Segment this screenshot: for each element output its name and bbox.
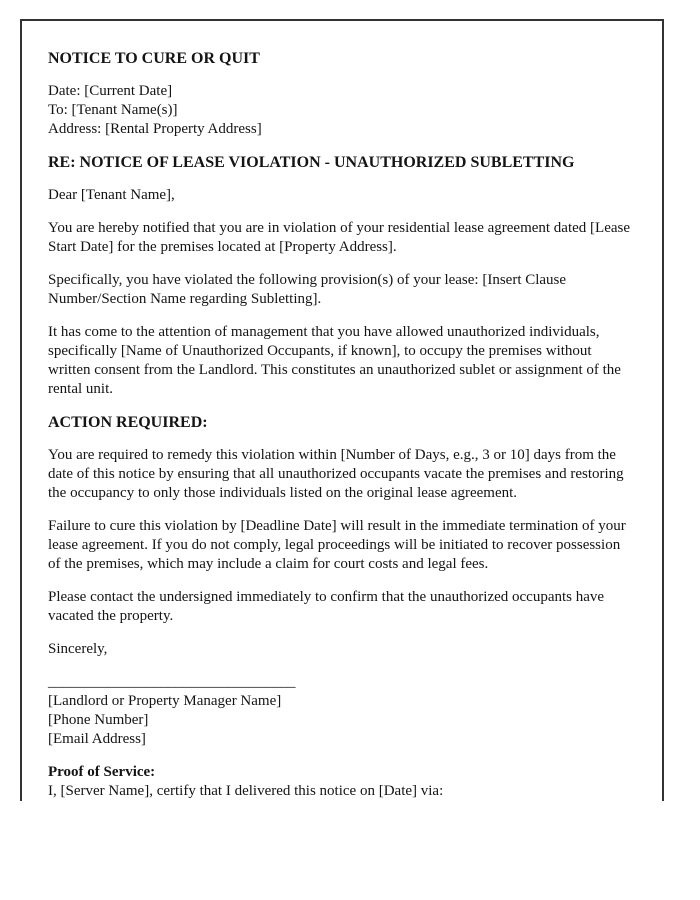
- action-paragraph-remedy: You are required to remedy this violation within [Number of Days, e.g., 3 or 10] days from the date of this notice by ensuring that all unauthorized occupants vacate the premises and restoring the occupancy to only those individuals listed on the original lease agreement.: [48, 447, 624, 501]
- signature-line: _________________________________: [48, 674, 296, 690]
- signature-email: [Email Address]: [48, 731, 146, 747]
- letter-meta-block: [48, 82, 636, 139]
- proof-of-service-line: I, [Server Name], certify that I delivered this notice on [Date] via:: [48, 783, 444, 799]
- letter-title: NOTICE TO CURE OR QUIT: [48, 50, 260, 67]
- letter-border-box: [20, 19, 664, 801]
- address-line: Address: [Rental Property Address]: [48, 121, 262, 137]
- subject-heading: RE: NOTICE OF LEASE VIOLATION - UNAUTHORIZED SUBLETTING: [48, 154, 575, 171]
- action-paragraph-contact: Please contact the undersigned immediately to confirm that the unauthorized occupants have vacated the property.: [48, 589, 605, 624]
- to-line: To: [Tenant Name(s)]: [48, 102, 178, 118]
- salutation: Dear [Tenant Name],: [48, 187, 175, 203]
- body-paragraph-unauthorized-occupants: It has come to the attention of management that you have allowed unauthorized individuals, specifically [Name of Unauthorized Occupants, if known], to occupy the premises without written consent from the Landlord. This constitutes an unauthorized sublet or assignment of the rental unit.: [48, 324, 621, 397]
- signature-phone: [Phone Number]: [48, 712, 149, 728]
- closing: Sincerely,: [48, 641, 108, 657]
- action-paragraph-failure-to-cure: Failure to cure this violation by [Deadline Date] will result in the immediate termination of your lease agreement. If you do not comply, legal proceedings will be initiated to recover possession of the premises, which may include a claim for court costs and legal fees.: [48, 518, 626, 572]
- body-paragraph-violation-notice: You are hereby notified that you are in violation of your residential lease agreement dated [Lease Start Date] for the premises located at [Property Address].: [48, 220, 631, 255]
- date-line: Date: [Current Date]: [48, 83, 173, 99]
- proof-of-service-block: [48, 763, 636, 801]
- signature-block: [48, 673, 636, 749]
- signature-name: [Landlord or Property Manager Name]: [48, 693, 282, 709]
- proof-of-service-heading: Proof of Service:: [48, 764, 156, 780]
- body-paragraph-provisions: Specifically, you have violated the following provision(s) of your lease: [Insert Clause Number/Section Name regarding Subletting].: [48, 272, 567, 307]
- action-required-heading: ACTION REQUIRED:: [48, 414, 208, 431]
